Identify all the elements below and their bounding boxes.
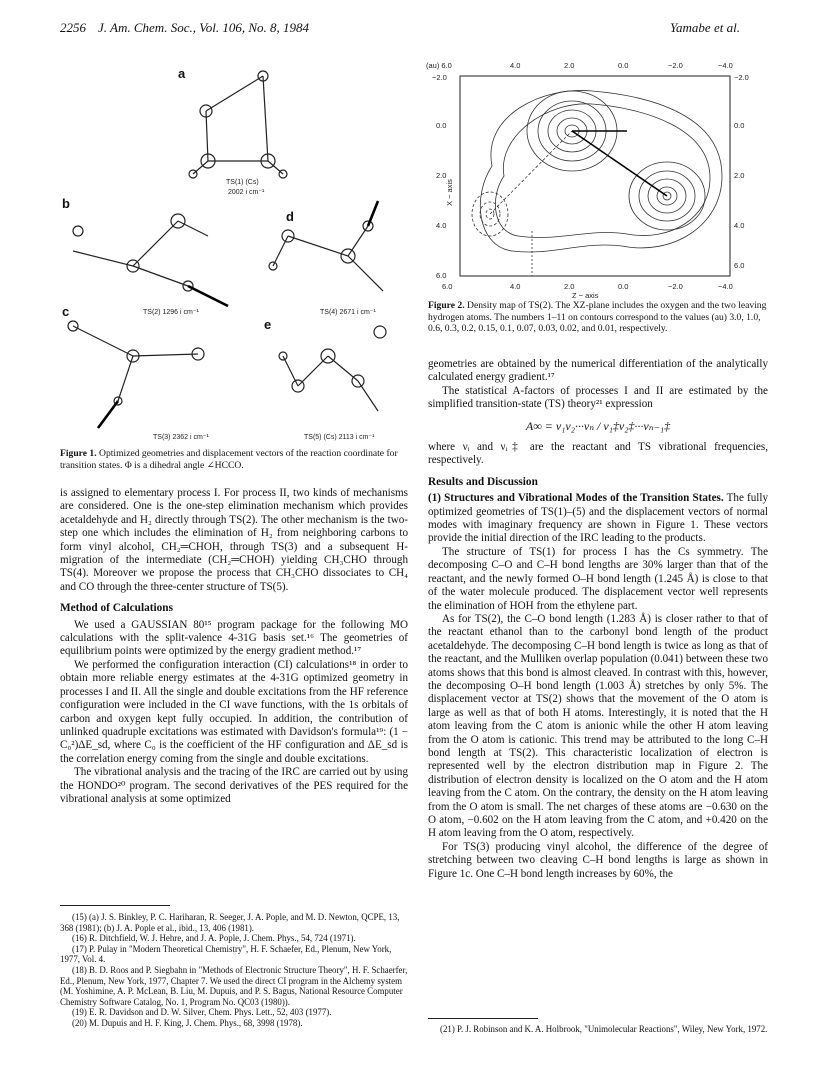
figure-1-caption xyxy=(60,448,405,471)
right-tick-4: 4.0 xyxy=(734,221,745,230)
right-tick-5: 6.0 xyxy=(734,261,745,270)
top-tick-2: 4.0 xyxy=(510,61,521,70)
figure-2 xyxy=(422,56,762,298)
top-tick-1: (au) 6.0 xyxy=(426,61,452,70)
bottom-tick-2: 4.0 xyxy=(510,282,521,291)
figure-2-caption-label: Figure 2. xyxy=(428,300,465,311)
figure-1 xyxy=(58,56,398,486)
panel-label-a: a xyxy=(178,66,186,81)
left-tick-1: −2.0 xyxy=(432,73,447,82)
right-paragraph-5: The structure of TS(1) for process I has the Cs symmetry. The decomposing C–O and C–H bond lengths are 30% larger than that of the reactant, and the newly formed O–H bond length (1.245 Å) is close to that of the water molecule produced. The displacement vector well represents the elimination of HOH from the ethylene part. xyxy=(428,545,768,612)
left-tick-4: 4.0 xyxy=(436,221,447,230)
bottom-tick-1: 6.0 xyxy=(442,282,453,291)
footnote-20: (20) M. Dupuis and H. F. King, J. Chem. Phys., 68, 3998 (1978). xyxy=(72,1017,303,1028)
right-paragraph-6: As for TS(2), the C–O bond length (1.283 Å) is closer rather to that of the reactant ethanol than to the carbonyl bond length of the product acetaldehyde. The decomposing C–H bond length is twice as long as that of the reactant, and the Mulliken overlap population (0.041) between these two atoms shows that this bond is almost cleaved. In contrast with this, however, the decomposing O–H bond length (1.003 Å) stretches by only 5%. The displacement vector at TS(2) shows that the movement of the O atom is large as well as that of both H atoms. Interestingly, it is noted that the H atom leaving from the C atom is anionic while the other H atom leaving from the O atom is cationic. This trend may be attributed to the long C–H bond length at TS(2). This characteristic localization of electron is represented well by the electron distribution map in Figure 2. The distribution of electron density is localized on the O atom and the H atom leaving from the C atom. On the contrary, the density on the H atom leaving from the O atom is small. The net charges of these atoms are −0.630 on the O atom, −0.602 on the H atom leaving from the C atom, and +0.420 on the H atom leaving from the O atom, respectively. xyxy=(428,612,768,840)
panel-label-e: e xyxy=(264,317,272,332)
left-paragraph-2: We used a GAUSSIAN 80¹⁵ program package for the following MO calculations with the split-valence 4-31G basis set.¹⁶ The geometries of equilibrium points were optimized by the energy gradient method.¹⁷ xyxy=(60,618,408,658)
a-factor-formula: A∞ = ν₁ν₂···νₙ / ν₁‡ν₂‡···νₙ₋₁‡ xyxy=(525,418,671,433)
right-paragraph-7: For TS(3) producing vinyl alcohol, the difference of the degree of stretching between two cleaving C–H bond lengths is large as shown in Figure 1c. One C–H bond length increases by 60%, the xyxy=(428,840,768,880)
bottom-tick-4: 0.0 xyxy=(618,282,629,291)
panel-label-d: d xyxy=(286,209,294,224)
left-paragraph-4: The vibrational analysis and the tracing of the IRC are carried out by using the HONDO²⁰ program. The second derivatives of the PES required for the vibrational analysis at some optimized xyxy=(60,766,408,805)
footnote-18: (18) B. D. Roos and P. Siegbahn in "Methods of Electronic Structure Theory", H. F. Schaerfer, Ed., Plenum, New York, 1977, Chapter 7. We used the direct CI program in the Alchemy system (M. Yoshimine, A. P. McLean, B. Liu, M. Dupuis, and P. S. Bagus, National Resource Computer Chemistry Software Catalog, No. 1, Program No. QC03 (1980)). xyxy=(60,964,408,1007)
footnote-16: (16) R. Ditchfield, W. J. Hehre, and J. A. Pople, J. Chem. Phys., 54, 724 (1971). xyxy=(72,933,356,944)
results-heading: Results and Discussion xyxy=(428,475,538,488)
method-heading: Method of Calculations xyxy=(60,602,173,615)
ts5-label: TS(5) (Cs) 2113 i cm⁻¹ xyxy=(304,434,375,441)
x-axis-label: X − axis xyxy=(445,179,454,206)
bottom-tick-5: −2.0 xyxy=(668,282,683,291)
figure-1-caption-text: Optimized geometries and displacement vectors of the reaction coordinate for transition states. Φ is a dihedral angle ∠HCCO. xyxy=(60,448,398,471)
ts2-label: TS(2) 1296 i cm⁻¹ xyxy=(143,309,199,316)
left-tick-2: 0.0 xyxy=(436,121,447,130)
ts4-label: TS(4) 2671 i cm⁻¹ xyxy=(320,309,376,316)
left-tick-5: 6.0 xyxy=(436,271,447,280)
figure-2-caption-text: Density map of TS(2). The XZ-plane includes the oxygen and the two leaving hydrogen atoms. The numbers 1–11 on contours correspond to the values (au) 3.0, 1.0, 0.6, 0.3, 0.2, 0.15, 0.1, 0.07, 0.03, 0.02, and 0.01, respectively. xyxy=(428,300,767,334)
figure-2-caption xyxy=(428,300,768,335)
top-tick-6: −4.0 xyxy=(718,61,733,70)
right-tick-1: −2.0 xyxy=(734,73,749,82)
bottom-tick-6: −4.0 xyxy=(718,282,733,291)
right-footnotes xyxy=(428,1024,768,1035)
right-paragraph-1: geometries are obtained by the numerical differentiation of the analytically calculated energy gradient.¹⁷ xyxy=(428,358,768,384)
footnote-15: (15) (a) J. S. Binkley, P. C. Hariharan, R. Seeger, J. A. Pople, and M. D. Newton, QCPE, 13, 368 (1981); (b) J. A. Pople et al., ibid., 13, 406 (1981). xyxy=(60,912,400,933)
top-tick-3: 2.0 xyxy=(564,61,575,70)
top-tick-4: 0.0 xyxy=(618,61,629,70)
footnote-17: (17) P. Pulay in "Modern Theoretical Chemistry", H. F. Schaefer, Ed., Plenum, New York, 1977, Vol. 4. xyxy=(60,943,392,965)
panel-label-b: b xyxy=(62,196,70,211)
top-tick-5: −2.0 xyxy=(668,61,683,70)
left-paragraph-3: We performed the configuration interaction (CI) calculations¹⁸ in order to obtain more reliable energy estimates at the 4-31G optimized geometry in processes I and II. All the single and double excitations from the HF reference configuration were included in the CI wave functions, with the 1s orbitals of carbon and oxygen kept fully occupied. In addition, the contribution of unlinked quadruple excitations was estimated with Davidson's formula¹⁹: (1 − C₀²)ΔE_sd, where C₀ is the coefficient of the HF configuration and ΔE_sd is the correlation energy coming from the single and double excitations. xyxy=(60,658,408,765)
footnote-19: (19) E. R. Davidson and D. W. Silver, Chem. Phys. Lett., 52, 403 (1977). xyxy=(72,1007,332,1018)
left-footnote-rule xyxy=(60,905,170,906)
figure-1-caption-label: Figure 1. xyxy=(60,448,97,459)
page-number: 2256 xyxy=(60,20,86,35)
journal-title: J. Am. Chem. Soc., Vol. 106, No. 8, 1984 xyxy=(98,20,309,35)
ts3-label: TS(3) 2362 i cm⁻¹ xyxy=(153,434,209,441)
panel-label-c: c xyxy=(62,304,70,319)
footnote-21: (21) P. J. Robinson and K. A. Holbrook, "Unimolecular Reactions", Wiley, New York, 1972. xyxy=(440,1024,768,1034)
bottom-tick-3: 2.0 xyxy=(564,282,575,291)
figure-1-drawing xyxy=(58,56,398,486)
z-axis-label: Z − axis xyxy=(572,291,599,298)
left-paragraph-1: is assigned to elementary process I. For process II, two kinds of mechanisms are considered. One is the one-step elimination mechanism which provides acetaldehyde and H₂ directly through TS(2). The other mechanism is the two-step one which includes the elimination of H₂ from neighboring carbons to form vinyl alcohol, CH₂═CHOH, through TS(3) and a subsequent H-migration of the intermediate (CH₂═CHOH) yielding CH₃CHO through TS(4). Moreover we propose the process that CH₃CHO dissociates to CH₄ and CO through the three-center structure of TS(5). xyxy=(60,487,408,593)
right-footnote-rule xyxy=(428,1018,538,1019)
right-tick-2: 0.0 xyxy=(734,121,745,130)
structures-subheading: (1) Structures and Vibrational Modes of the Transition States. xyxy=(428,492,724,505)
right-paragraph-3: where νᵢ and νᵢ‡ are the reactant and TS vibrational frequencies, respectively. xyxy=(428,441,768,467)
right-column xyxy=(428,358,768,881)
right-tick-3: 2.0 xyxy=(734,171,745,180)
left-column xyxy=(60,487,408,806)
ts1-label: TS(1) (Cs) xyxy=(226,179,259,186)
figure-2-contour-map xyxy=(422,56,762,298)
left-tick-3: 2.0 xyxy=(436,171,447,180)
ts1-frequency: 2002 i cm⁻¹ xyxy=(228,189,265,196)
left-footnotes xyxy=(60,912,408,1029)
right-paragraph-4: The fully optimized geometries of TS(1)–(5) and the displacement vectors of normal modes with imaginary frequency are shown in Figure 1. These vectors provide the initial direction of the IRC leading to the products. xyxy=(428,492,768,545)
running-authors: Yamabe et al. xyxy=(670,20,740,35)
right-paragraph-2: The statistical A-factors of processes I and II are estimated by the simplified transition-state (TS) theory²¹ expression xyxy=(428,384,768,411)
